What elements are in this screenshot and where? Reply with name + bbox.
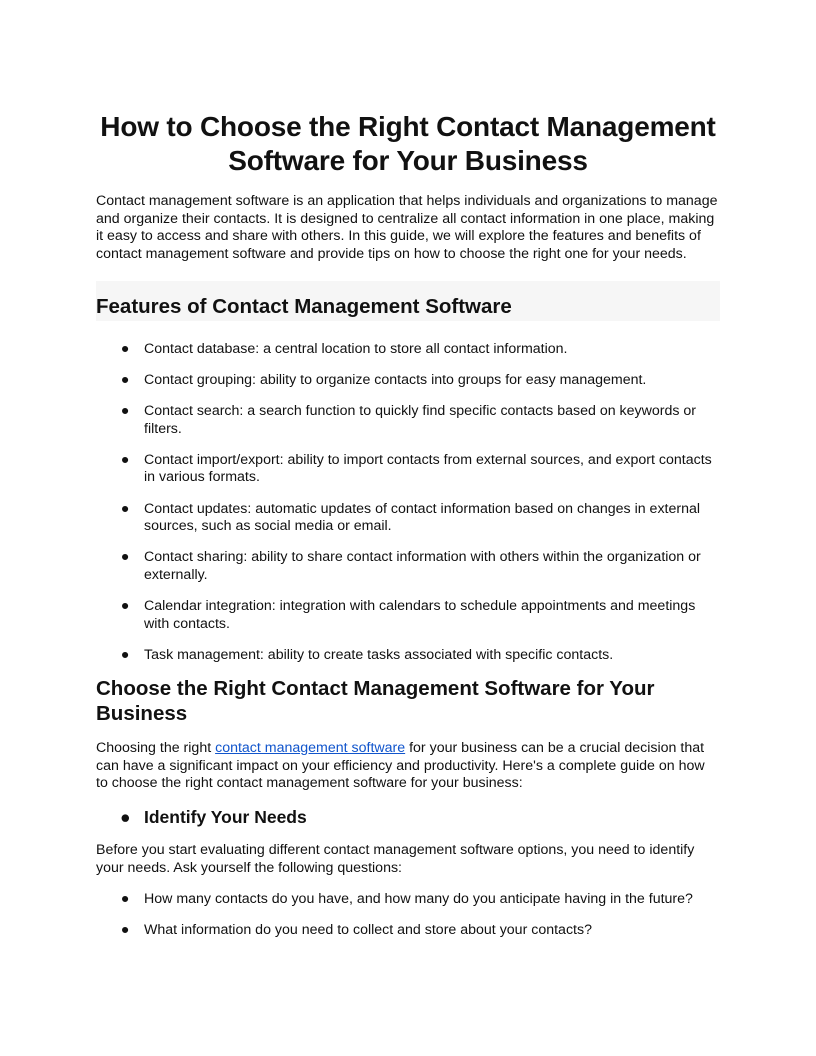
list-item: ● Calendar integration: integration with calendars to schedule appointments and meetings with contacts.	[120, 597, 696, 632]
bullet-icon: ●	[120, 549, 130, 566]
bullet-icon: ●	[120, 341, 130, 357]
choose-heading: Choose the Right Contact Management Software for Your Business	[96, 677, 655, 725]
list-item: ● Contact database: a central location to store all contact information.	[120, 341, 568, 357]
bullet-icon: ●	[120, 451, 130, 468]
bullet-icon: ●	[120, 500, 130, 517]
bullet-icon: ●	[120, 597, 130, 614]
bullet-icon: ●	[120, 372, 130, 389]
list-item: ● Contact search: a search function to quickly find specific contacts based on keywords or filters.	[120, 403, 697, 437]
bullet-icon: ●	[120, 891, 130, 907]
bullet-icon: ●	[120, 922, 130, 939]
document-title: How to Choose the Right Contact Management Software for Your Business	[100, 111, 716, 176]
list-item: ● Contact updates: automatic updates of contact information based on changes in external sources, such as social media or email.	[120, 500, 701, 535]
identify-paragraph: Before you start evaluating different contact management software options, you need to identify your needs. Ask yourself the following questions:	[96, 842, 695, 876]
features-heading: Features of Contact Management Software	[96, 295, 512, 318]
bullet-icon: ●	[120, 807, 131, 827]
list-item: ● Contact sharing: ability to share contact information with others within the organization or externally.	[120, 549, 701, 583]
intro-paragraph: Contact management software is an application that helps individuals and organizations to manage and organize their contacts. It is designed to centralize all contact information in one place, making it easy to access and share with others. In this guide, we will explore the features and benefits of contact management software and provide tips on how to choose the right one for your needs.	[96, 193, 718, 262]
contact-management-software-link[interactable]: contact management software	[215, 740, 406, 756]
bullet-icon: ●	[120, 646, 130, 663]
list-item: ● Contact import/export: ability to import contacts from external sources, and export contacts in various formats.	[120, 451, 712, 486]
questions-list	[96, 891, 720, 953]
choose-paragraph: Choosing the right contact management software for your business can be a crucial decision that can have a significant impact on your efficiency and productivity. Here's a complete guide on how to choose the right contact management software for your business:	[96, 740, 705, 792]
bullet-icon: ●	[120, 403, 130, 420]
list-item: ● Contact grouping: ability to organize contacts into groups for easy management.	[120, 372, 647, 389]
features-list	[96, 341, 720, 678]
list-item: ● How many contacts do you have, and how many do you anticipate having in the future?	[120, 891, 693, 907]
list-item: ● Task management: ability to create tasks associated with specific contacts.	[120, 646, 614, 663]
list-item: ● What information do you need to collect and store about your contacts?	[120, 922, 592, 939]
